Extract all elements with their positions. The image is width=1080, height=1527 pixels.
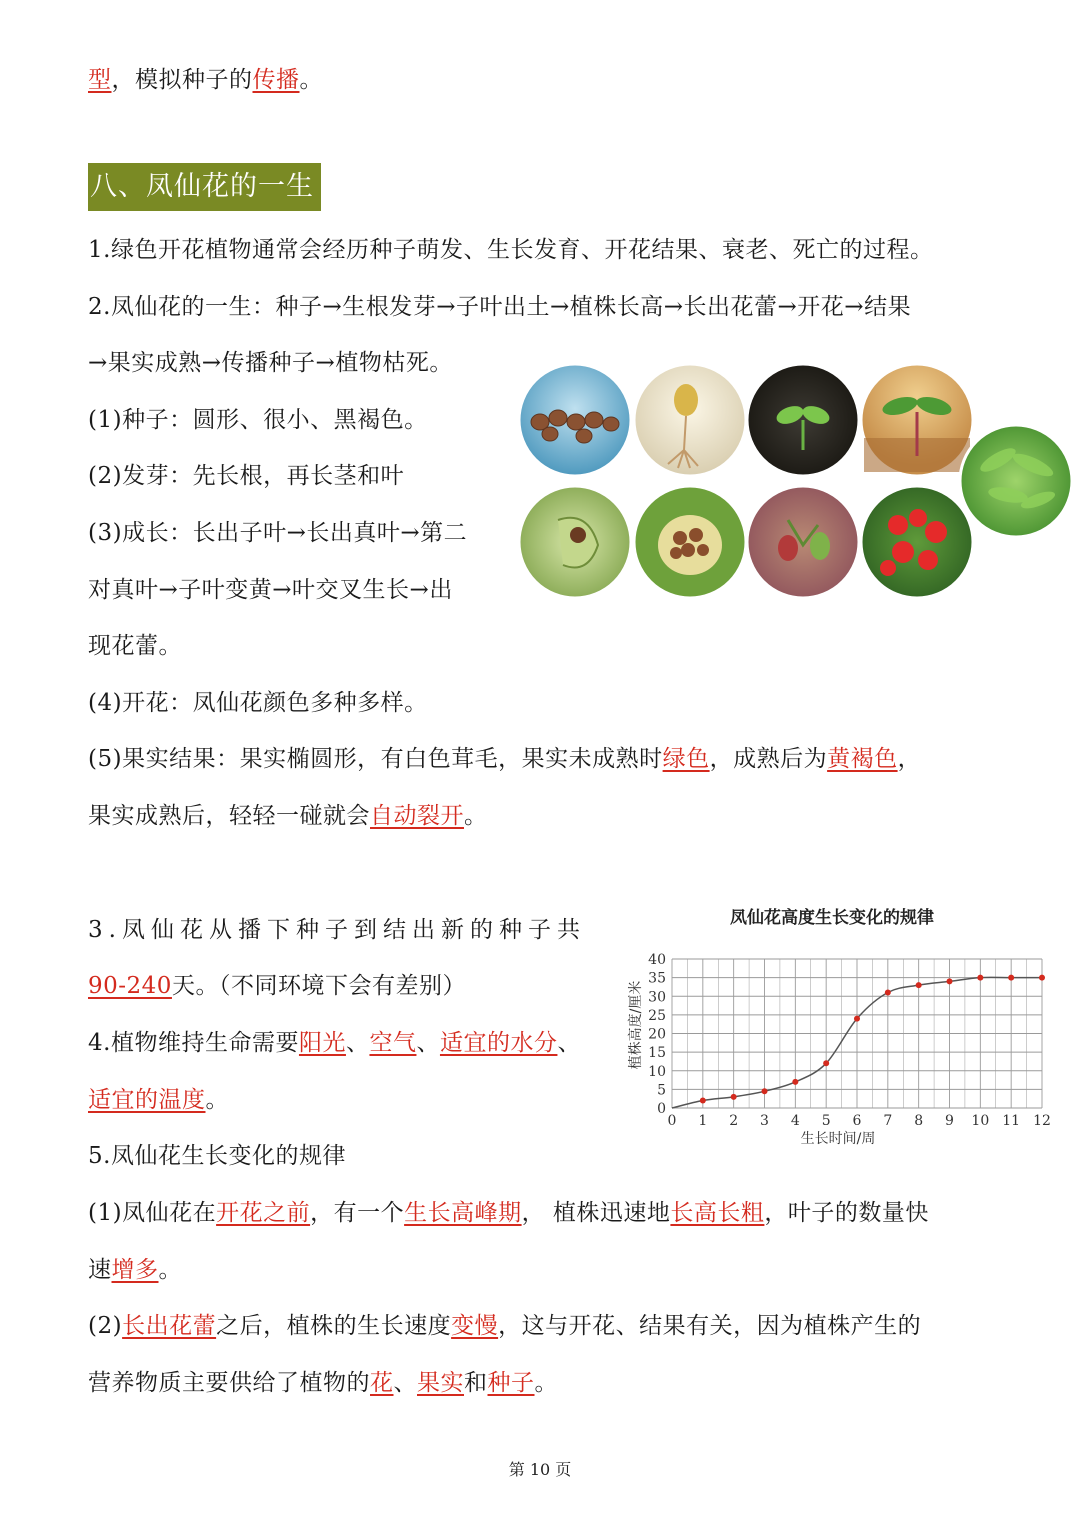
highlight-term: 黄褐色 [827, 746, 898, 772]
paragraph-5-b-line-1: (2)长出花蕾之后，植株的生长速度变慢，这与开花、结果有关，因为植株产生的 [88, 1313, 922, 1339]
stage-flower: (4)开花：凤仙花颜色多种多样。 [88, 690, 428, 716]
y-axis-label: 植株高度/厘米 [628, 980, 644, 1070]
highlight-term: 果实 [417, 1370, 464, 1396]
stage-seed: (1)种子：圆形、很小、黑褐色。 [88, 407, 428, 433]
highlight-term: 增多 [111, 1257, 159, 1283]
growth-stages-photo [518, 360, 1078, 610]
data-point [823, 1060, 829, 1066]
highlight-term: 长高长粗 [670, 1200, 765, 1226]
highlight-term: 空气 [369, 1030, 417, 1056]
data-point [1039, 975, 1045, 981]
highlight-term: 适宜的温度 [88, 1087, 206, 1113]
data-point [885, 990, 891, 996]
data-point [916, 982, 922, 988]
y-tick-label: 25 [648, 1007, 666, 1024]
y-tick-label: 5 [657, 1082, 666, 1099]
data-point [947, 978, 953, 984]
highlight-term: 自动裂开 [370, 803, 464, 829]
paragraph-5-a-line-1: (1)凤仙花在开花之前，有一个生长高峰期， 植株迅速地长高长粗，叶子的数量快 [88, 1200, 929, 1226]
paragraph-2-line-1: 2.凤仙花的一生：种子→生根发芽→子叶出土→植株长高→长出花蕾→开花→结果 [88, 294, 912, 320]
growth-chart [610, 895, 1060, 1155]
x-axis-label: 生长时间/周 [800, 1131, 876, 1147]
stage-sprout: (2)发芽：先长根，再长茎和叶 [88, 463, 405, 489]
y-tick-label: 0 [657, 1101, 666, 1117]
paragraph-5-a-line-2: 速增多。 [88, 1257, 182, 1283]
stage-growth-line-3: 现花蕾。 [88, 633, 182, 659]
data-point [762, 1088, 768, 1094]
highlight-term: 绿色 [662, 746, 710, 772]
x-tick-label: 12 [1033, 1113, 1051, 1129]
stage-growth-line-2: 对真叶→子叶变黄→叶交叉生长→出 [88, 577, 453, 603]
y-tick-label: 35 [648, 970, 666, 987]
data-point [792, 1079, 798, 1085]
x-tick-label: 10 [971, 1113, 990, 1129]
data-point [700, 1098, 706, 1104]
x-tick-label: 6 [852, 1113, 862, 1129]
highlight-term: 变慢 [451, 1313, 499, 1339]
highlight-term: 型 [88, 67, 112, 93]
page-number: 第 10 页 [508, 1460, 572, 1479]
x-tick-label: 7 [883, 1113, 893, 1129]
highlight-term: 种子 [487, 1370, 535, 1396]
section-heading: 八、凤仙花的一生 [88, 163, 321, 211]
data-point [854, 1016, 860, 1022]
y-tick-label: 30 [648, 989, 666, 1006]
data-point [731, 1094, 737, 1100]
x-tick-label: 1 [698, 1113, 708, 1129]
x-tick-label: 11 [1002, 1113, 1021, 1129]
x-tick-label: 0 [667, 1113, 677, 1129]
highlight-term: 适宜的水分 [439, 1030, 558, 1056]
intro-line: 型，模拟种子的传播。 [88, 67, 323, 93]
paragraph-2-line-2: →果实成熟→传播种子→植物枯死。 [88, 350, 453, 376]
chart-title: 凤仙花高度生长变化的规律 [730, 908, 934, 928]
y-tick-label: 15 [648, 1045, 666, 1062]
highlight-term: 开花之前 [216, 1200, 311, 1226]
paragraph-4-line-1: 4.植物维持生命需要阳光、空气、适宜的水分、 [88, 1030, 581, 1056]
y-tick-label: 10 [648, 1063, 666, 1080]
y-tick-label: 40 [648, 952, 666, 968]
x-tick-label: 2 [729, 1113, 739, 1129]
paragraph-3-line-2: 90-240天。（不同环境下会有差别） [88, 973, 466, 999]
data-point [977, 975, 983, 981]
highlight-term: 长出花蕾 [122, 1313, 217, 1339]
stage-growth-line-1: (3)成长：长出子叶→长出真叶→第二 [88, 520, 468, 546]
x-tick-label: 3 [760, 1113, 769, 1129]
x-tick-label: 9 [945, 1113, 954, 1129]
paragraph-5-b-line-2: 营养物质主要供给了植物的花、果实和种子。 [88, 1370, 558, 1396]
x-tick-label: 4 [790, 1113, 800, 1129]
paragraph-4-line-2: 适宜的温度。 [88, 1087, 229, 1113]
highlight-term: 花 [370, 1370, 394, 1396]
stage-fruit-line-1: (5)果实结果：果实椭圆形，有白色茸毛，果实未成熟时绿色，成熟后为黄褐色， [88, 746, 922, 772]
paragraph-1: 1.绿色开花植物通常会经历种子萌发、生长发育、开花结果、衰老、死亡的过程。 [88, 237, 934, 263]
highlight-term: 生长高峰期 [404, 1200, 522, 1226]
x-tick-label: 5 [821, 1113, 831, 1129]
highlight-term: 阳光 [298, 1030, 346, 1056]
y-tick-label: 20 [648, 1026, 666, 1043]
highlight-term: 传播 [252, 67, 300, 93]
x-tick-label: 8 [914, 1113, 924, 1129]
paragraph-5-title: 5.凤仙花生长变化的规律 [88, 1143, 346, 1169]
stage-fruit-line-2: 果实成熟后，轻轻一碰就会自动裂开。 [88, 803, 488, 829]
data-point [1008, 975, 1014, 981]
highlight-term: 90-240 [88, 973, 172, 999]
paragraph-3-line-1: 3.凤仙花从播下种子到结出新的种子共 [88, 917, 586, 943]
